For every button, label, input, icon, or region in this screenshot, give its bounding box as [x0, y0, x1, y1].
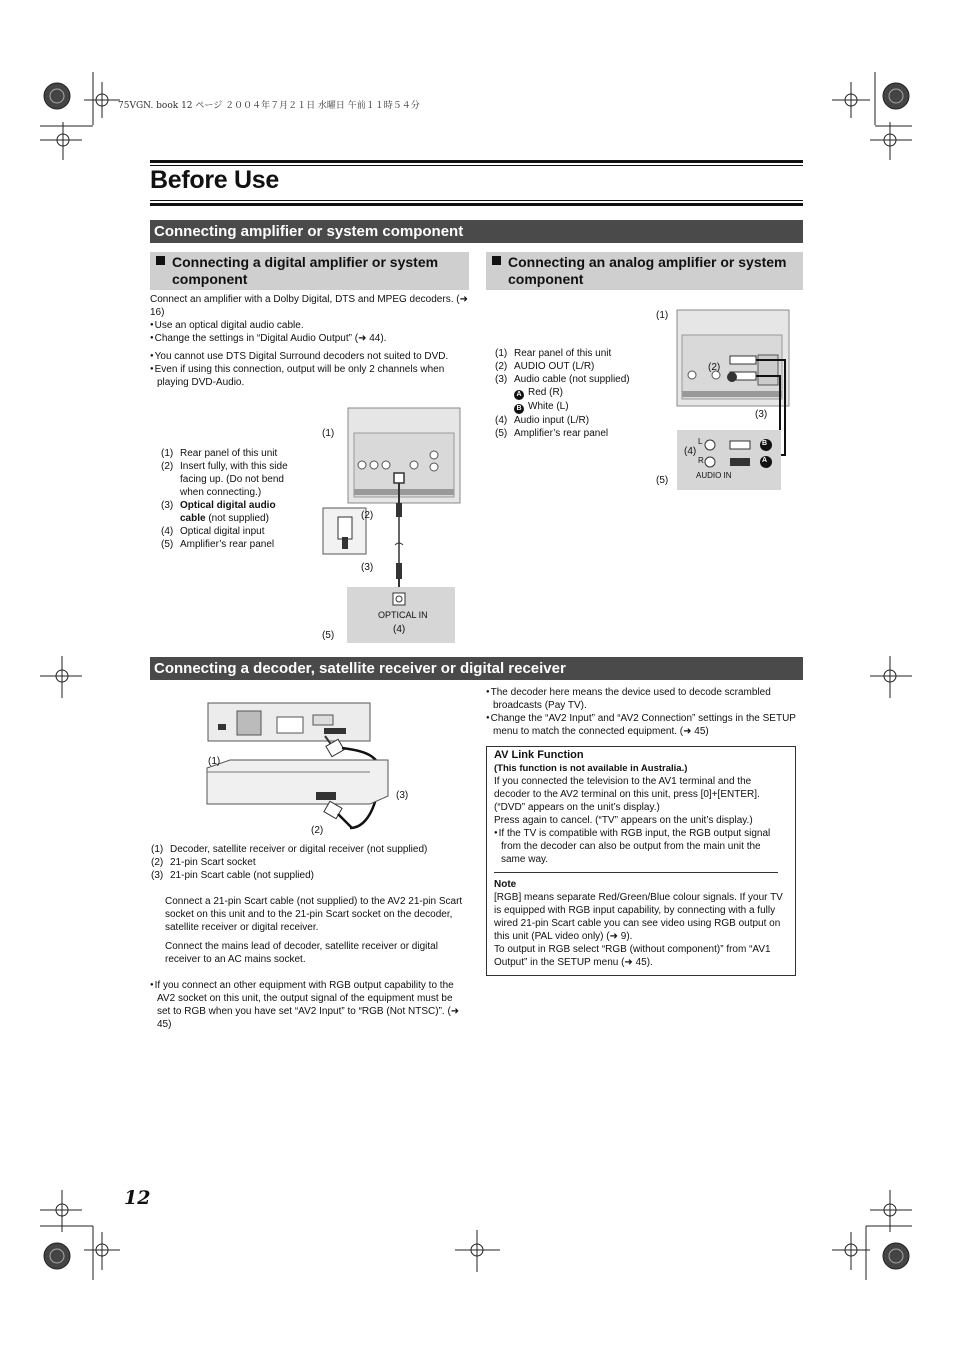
title-rule-bottom-thick: [150, 203, 803, 206]
badge-b-icon: B: [762, 440, 768, 447]
subheading-analog-text: Connecting an analog amplifier or system component: [508, 254, 787, 287]
legend-item: (4) Optical digital input: [161, 526, 265, 537]
note-text: [RGB] means separate Red/Green/Blue colour signals. If your TV is equipped with RGB input capability, by connecting with a fully wired 21-pin Scart cable you can see video using RGB output on this unit (PAL video only) (➜ 9).: [494, 892, 783, 942]
print-header: 75VGN. book 12 ページ ２００４年７月２１日 水曜日 午前１１時５４分: [118, 101, 420, 111]
badge-b-icon: B: [514, 404, 524, 414]
decoder-callout-1: (1): [208, 756, 221, 767]
decoder-bullet: ● The decoder here means the device used to decode scrambled broadcasts (Pay TV).: [486, 686, 802, 712]
legend-item: (3) Optical digital audio cable (not supplied): [161, 500, 276, 524]
rgb-bullet: ● If you connect an other equipment with RGB output capability to the AV2 socket on this unit, the output signal of the equipment must be set to RGB when you have set “AV2 Input” to “RGB (Not NTSC)”. (➜ 45): [150, 979, 468, 1031]
legend-item: (2) 21-pin Scart socket: [151, 857, 256, 868]
decoder-rgb-note: [150, 979, 468, 1031]
digital-callout-5: (5): [322, 630, 335, 641]
square-bullet-icon: [156, 256, 165, 265]
av-link-para: Press again to cancel. (“TV” appears on the unit’s display.): [494, 815, 753, 826]
subheading-digital: [150, 252, 469, 290]
av-link-bullet: ● If the TV is compatible with RGB input, the RGB output signal from the decoder can also be output from the main unit the same way.: [494, 827, 786, 866]
subheading-analog: [486, 252, 803, 290]
analog-label-r: R: [698, 456, 704, 465]
legend-item: (4) Audio input (L/R): [495, 415, 590, 426]
badge-a-icon: A: [762, 457, 768, 464]
note-title: Note: [494, 879, 517, 890]
digital-bullet: ● Change the settings in “Digital Audio Output” (➜ 44).: [150, 332, 470, 345]
legend-item: (5) Amplifier’s rear panel: [161, 539, 275, 550]
analog-callout-5: (5): [656, 475, 669, 486]
badge-a-icon: A: [514, 390, 524, 400]
analog-callout-4: (4): [684, 446, 697, 457]
analog-connection-diagram: [670, 305, 795, 495]
decoder-step-2: Connect the mains lead of decoder, satellite receiver or digital receiver to an AC mains socket.: [165, 941, 438, 965]
digital-legend: [161, 447, 301, 551]
digital-note: ● You cannot use DTS Digital Surround decoders not suited to DVD.: [150, 350, 470, 363]
decoder-callout-2: (2): [311, 825, 324, 836]
title-rule-top: [150, 160, 803, 163]
audio-in-label: AUDIO IN: [696, 471, 732, 480]
legend-item: (3) 21-pin Scart cable (not supplied): [151, 870, 314, 881]
digital-callout-2: (2): [361, 510, 374, 521]
title-rule-bottom: [150, 200, 803, 201]
legend-item: (1) Decoder, satellite receiver or digital receiver (not supplied): [151, 844, 428, 855]
av-link-para: If you connected the television to the AV1 terminal and the decoder to the AV2 terminal on this unit, press [0]+[ENTER]. (“DVD” appears on the unit’s display.): [494, 776, 760, 813]
section-heading-amplifier: Connecting amplifier or system component: [150, 220, 803, 243]
legend-item: (1) Rear panel of this unit: [495, 348, 612, 359]
decoder-legend: [151, 843, 471, 882]
digital-bullet: ● Use an optical digital audio cable.: [150, 319, 470, 332]
legend-item: B White (L): [495, 400, 655, 414]
page-title: Before Use: [150, 166, 279, 194]
analog-callout-1: (1): [656, 310, 669, 321]
digital-callout-4: (4): [393, 624, 406, 635]
av-link-box: [486, 746, 796, 976]
decoder-right-notes: [486, 686, 802, 738]
section-heading-decoder: Connecting a decoder, satellite receiver or digital receiver: [150, 657, 803, 680]
analog-callout-3: (3): [755, 409, 768, 420]
analog-legend: [495, 347, 655, 440]
av-link-title: AV Link Function: [494, 749, 584, 761]
digital-intro-block: [150, 293, 470, 389]
digital-callout-3: (3): [361, 562, 374, 573]
av-link-subtitle: (This function is not available in Australia.): [494, 763, 688, 774]
page-number: 12: [124, 1187, 151, 1209]
analog-callout-2: (2): [708, 362, 721, 373]
decoder-connection-diagram: [200, 700, 410, 840]
legend-item: (5) Amplifier’s rear panel: [495, 428, 609, 439]
note-text: To output in RGB select “RGB (without component)” from “AV1 Output” in the SETUP menu (➜ 45).: [494, 944, 771, 968]
decoder-step-1: Connect a 21-pin Scart cable (not supplied) to the AV2 21-pin Scart socket on this unit and to the 21-pin Scart socket on the decoder, satellite receiver or digital receiver.: [165, 896, 463, 933]
decoder-bullet: ● Change the “AV2 Input” and “AV2 Connection” settings in the SETUP menu to match the connected equipment. (➜ 45): [486, 712, 802, 738]
legend-item: (3) Audio cable (not supplied): [495, 374, 630, 385]
optical-in-label: OPTICAL IN: [378, 610, 428, 620]
divider: [494, 872, 778, 873]
legend-item: A Red (R): [495, 386, 655, 400]
digital-note: ● Even if using this connection, output will be only 2 channels when playing DVD-Audio.: [150, 363, 470, 389]
analog-label-l: L: [698, 437, 703, 446]
legend-item: (2) AUDIO OUT (L/R): [495, 361, 595, 372]
subheading-digital-text: Connecting a digital amplifier or system component: [172, 254, 439, 287]
digital-callout-1: (1): [322, 428, 335, 439]
legend-item: (1) Rear panel of this unit: [161, 448, 278, 459]
legend-item: (2) Insert fully, with this side facing up. (Do not bend when connecting.): [161, 461, 288, 498]
decoder-callout-3: (3): [396, 790, 409, 801]
digital-intro: Connect an amplifier with a Dolby Digital, DTS and MPEG decoders. (➜ 16): [150, 294, 468, 318]
square-bullet-icon: [492, 256, 501, 265]
